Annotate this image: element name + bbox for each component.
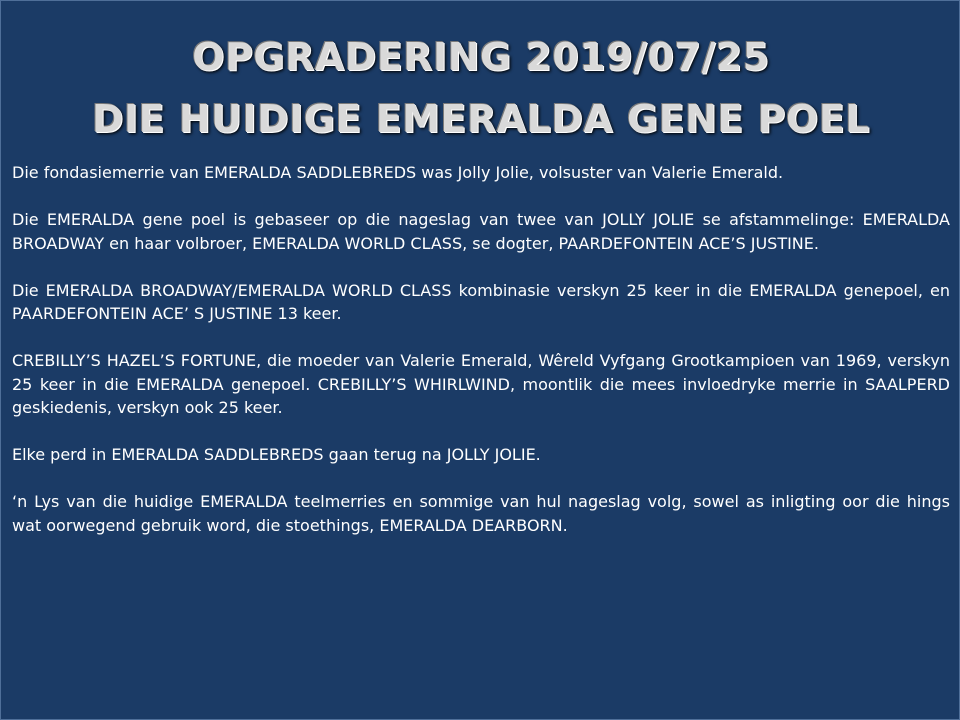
paragraph-gene-pool-basis: Die EMERALDA gene poel is gebaseer op die nageslag van twee van JOLLY JOLIE se afstammelinge: EMERALDA BROADWAY en haar volbroer, EMERALDA WORLD CLASS, se dogter, PAARDEFONTEIN ACE’S JUSTINE.: [12, 210, 950, 253]
paragraph-combination-count: Die EMERALDA BROADWAY/EMERALDA WORLD CLASS kombinasie verskyn 25 keer in die EMERALDA genepoel, en PAARDEFONTEIN ACE’ S JUSTINE 13 keer.: [12, 280, 950, 323]
paragraph-crebilly-mares: CREBILLY’S HAZEL’S FORTUNE, die moeder van Valerie Emerald, Wêreld Vyfgang Grootkampioen van 1969, verskyn 25 keer in die EMERALDA genepoel. CREBILLY’S WHIRLWIND, moontlik die mees invloedryke merrie in SAALPERD geskiedenis, verskyn ook 25 keer.: [12, 351, 950, 417]
paragraph-broodmare-list: ‘n Lys van die huidige EMERALDA teelmerries en sommige van hul nageslag volg, sowel as inligting oor die hings wat oorwegend gebruik word, die stoethings, EMERALDA DEARBORN.: [12, 492, 950, 535]
slide-body: [12, 161, 950, 537]
slide-title-line-2: DIE HUIDIGE EMERALDA GENE POEL: [92, 97, 870, 141]
paragraph-all-trace-back: Elke perd in EMERALDA SADDLEBREDS gaan terug na JOLLY JOLIE.: [12, 445, 541, 464]
paragraph-foundation-mare: Die fondasiemerrie van EMERALDA SADDLEBREDS was Jolly Jolie, volsuster van Valerie Emerald.: [12, 163, 784, 182]
slide-title-line-1: OPGRADERING 2019/07/25: [192, 35, 770, 79]
